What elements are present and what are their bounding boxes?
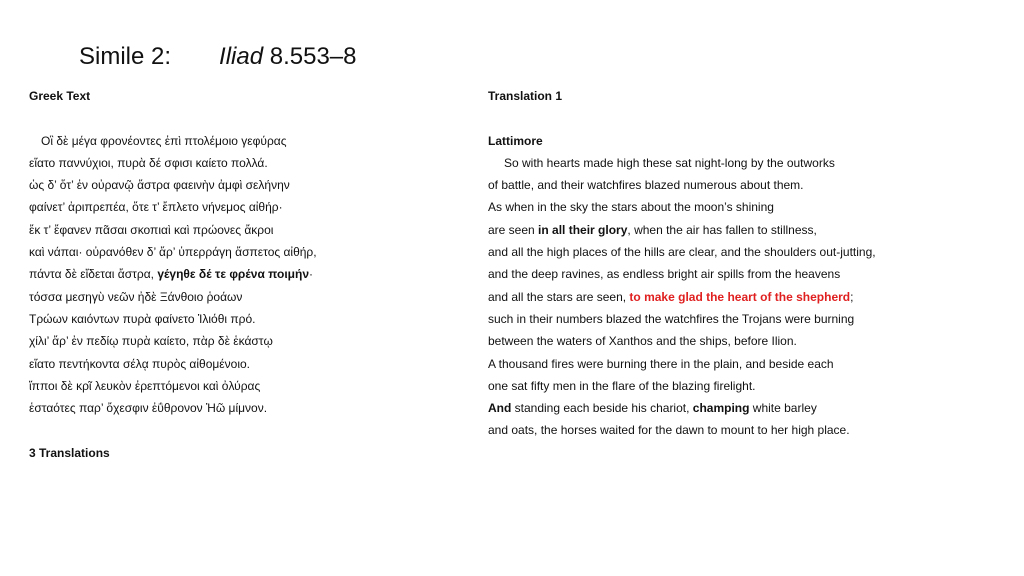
translation-line: and the deep ravines, as endless bright air spills from the heavens [488,267,841,282]
translation-line-text: ; [850,289,854,304]
greek-line-text: · [309,267,314,282]
translation-line [488,397,1008,419]
translation-heading: Translation 1 [488,89,563,103]
greek-line: ἵπποι δὲ κρῖ λευκὸν ἐρεπτόμενοι καὶ ὀλύρας [29,378,261,393]
greek-line: εἵατο παννύχιοι, πυρὰ δέ σφισι καίετο πολλά. [29,155,268,170]
translation-line: A thousand fires were burning there in the plain, and beside each [488,356,834,371]
translation-line: one sat fifty men in the flare of the blazing firelight. [488,378,756,393]
greek-line [29,263,469,285]
translation-line: such in their numbers blazed the watchfires the Trojans were burning [488,311,855,326]
translation-highlight: in all their glory [538,222,628,237]
translation-line-text: and all the stars are seen, [488,289,630,304]
greek-line: ὡς δ’ ὅτ’ ἐν οὐρανῷ ἄστρα φαεινὴν ἀμφὶ σελήνην [29,178,290,193]
translations-count: 3 Translations [29,445,110,460]
translation-line-text: are seen [488,222,539,237]
spacer [29,107,469,129]
greek-line-text: πάντα δὲ εἴδεται ἄστρα, [29,267,158,282]
greek-line: τόσσα μεσηγὺ νεῶν ἠδὲ Ξάνθοιο ῥοάων [29,289,243,304]
translation-line: and oats, the horses waited for the dawn to mount to her high place. [488,423,850,438]
title-work: Iliad [219,43,264,70]
greek-line: χίλι’ ἄρ’ ἐν πεδίῳ πυρὰ καίετο, πὰρ δὲ ἑκάστῳ [29,334,273,349]
greek-line: Τρώων καιόντων πυρὰ φαίνετο Ἰλιόθι πρό. [29,311,256,326]
translation-highlight: champing [692,401,750,416]
greek-line: Οἳ δὲ μέγα φρονέοντες ἐπὶ πτολέμοιο γεφύρας [41,133,287,148]
greek-line: εἵατο πεντήκοντα σέλᾳ πυρὸς αἰθομένοιο. [29,356,250,371]
greek-highlight: γέγηθε δέ τε φρένα ποιμήν [157,267,310,282]
translation-line: of battle, and their watchfires blazed numerous about them. [488,178,804,193]
shepherd-highlight: to make glad the heart of the shepherd [629,289,851,304]
translation-column [488,85,1008,442]
translator-name: Lattimore [488,133,543,148]
translation-highlight: And [488,401,512,416]
greek-line: ἑσταότες παρ’ ὄχεσφιν ἐΰθρονον Ἠῶ μίμνον. [29,401,268,416]
title-label: Simile 2: [79,43,172,70]
spacer [29,419,469,441]
greek-heading: Greek Text [29,89,91,103]
title-reference [219,43,356,70]
greek-line: φαίνετ’ ἀριπρεπέα, ὅτε τ’ ἔπλετο νήνεμος αἰθήρ· [29,200,283,215]
translation-line [488,286,1008,308]
translation-line: and all the high places of the hills are clear, and the shoulders out-jutting, [488,245,876,260]
translation-line: between the waters of Xanthos and the ships, before Ilion. [488,334,797,349]
translation-line-text: standing each beside his chariot, [511,401,693,416]
translation-line [488,219,1008,241]
greek-line: καὶ νάπαι· οὐρανόθεν δ’ ἄρ’ ὑπερράγη ἄσπετος αἰθήρ, [29,245,317,260]
translation-line: So with hearts made high these sat night-long by the outworks [504,155,835,170]
slide-title [79,40,357,74]
translation-line-text: white barley [749,401,817,416]
title-lines: 8.553–8 [269,43,357,70]
greek-text-column [29,85,469,464]
translation-line-text: , when the air has fallen to stillness, [627,222,817,237]
greek-line: ἔκ τ’ ἔφανεν πᾶσαι σκοπιαὶ καὶ πρώονες ἄκροι [29,222,274,237]
translation-line: As when in the sky the stars about the moon’s shining [488,200,774,215]
spacer [488,107,1008,129]
